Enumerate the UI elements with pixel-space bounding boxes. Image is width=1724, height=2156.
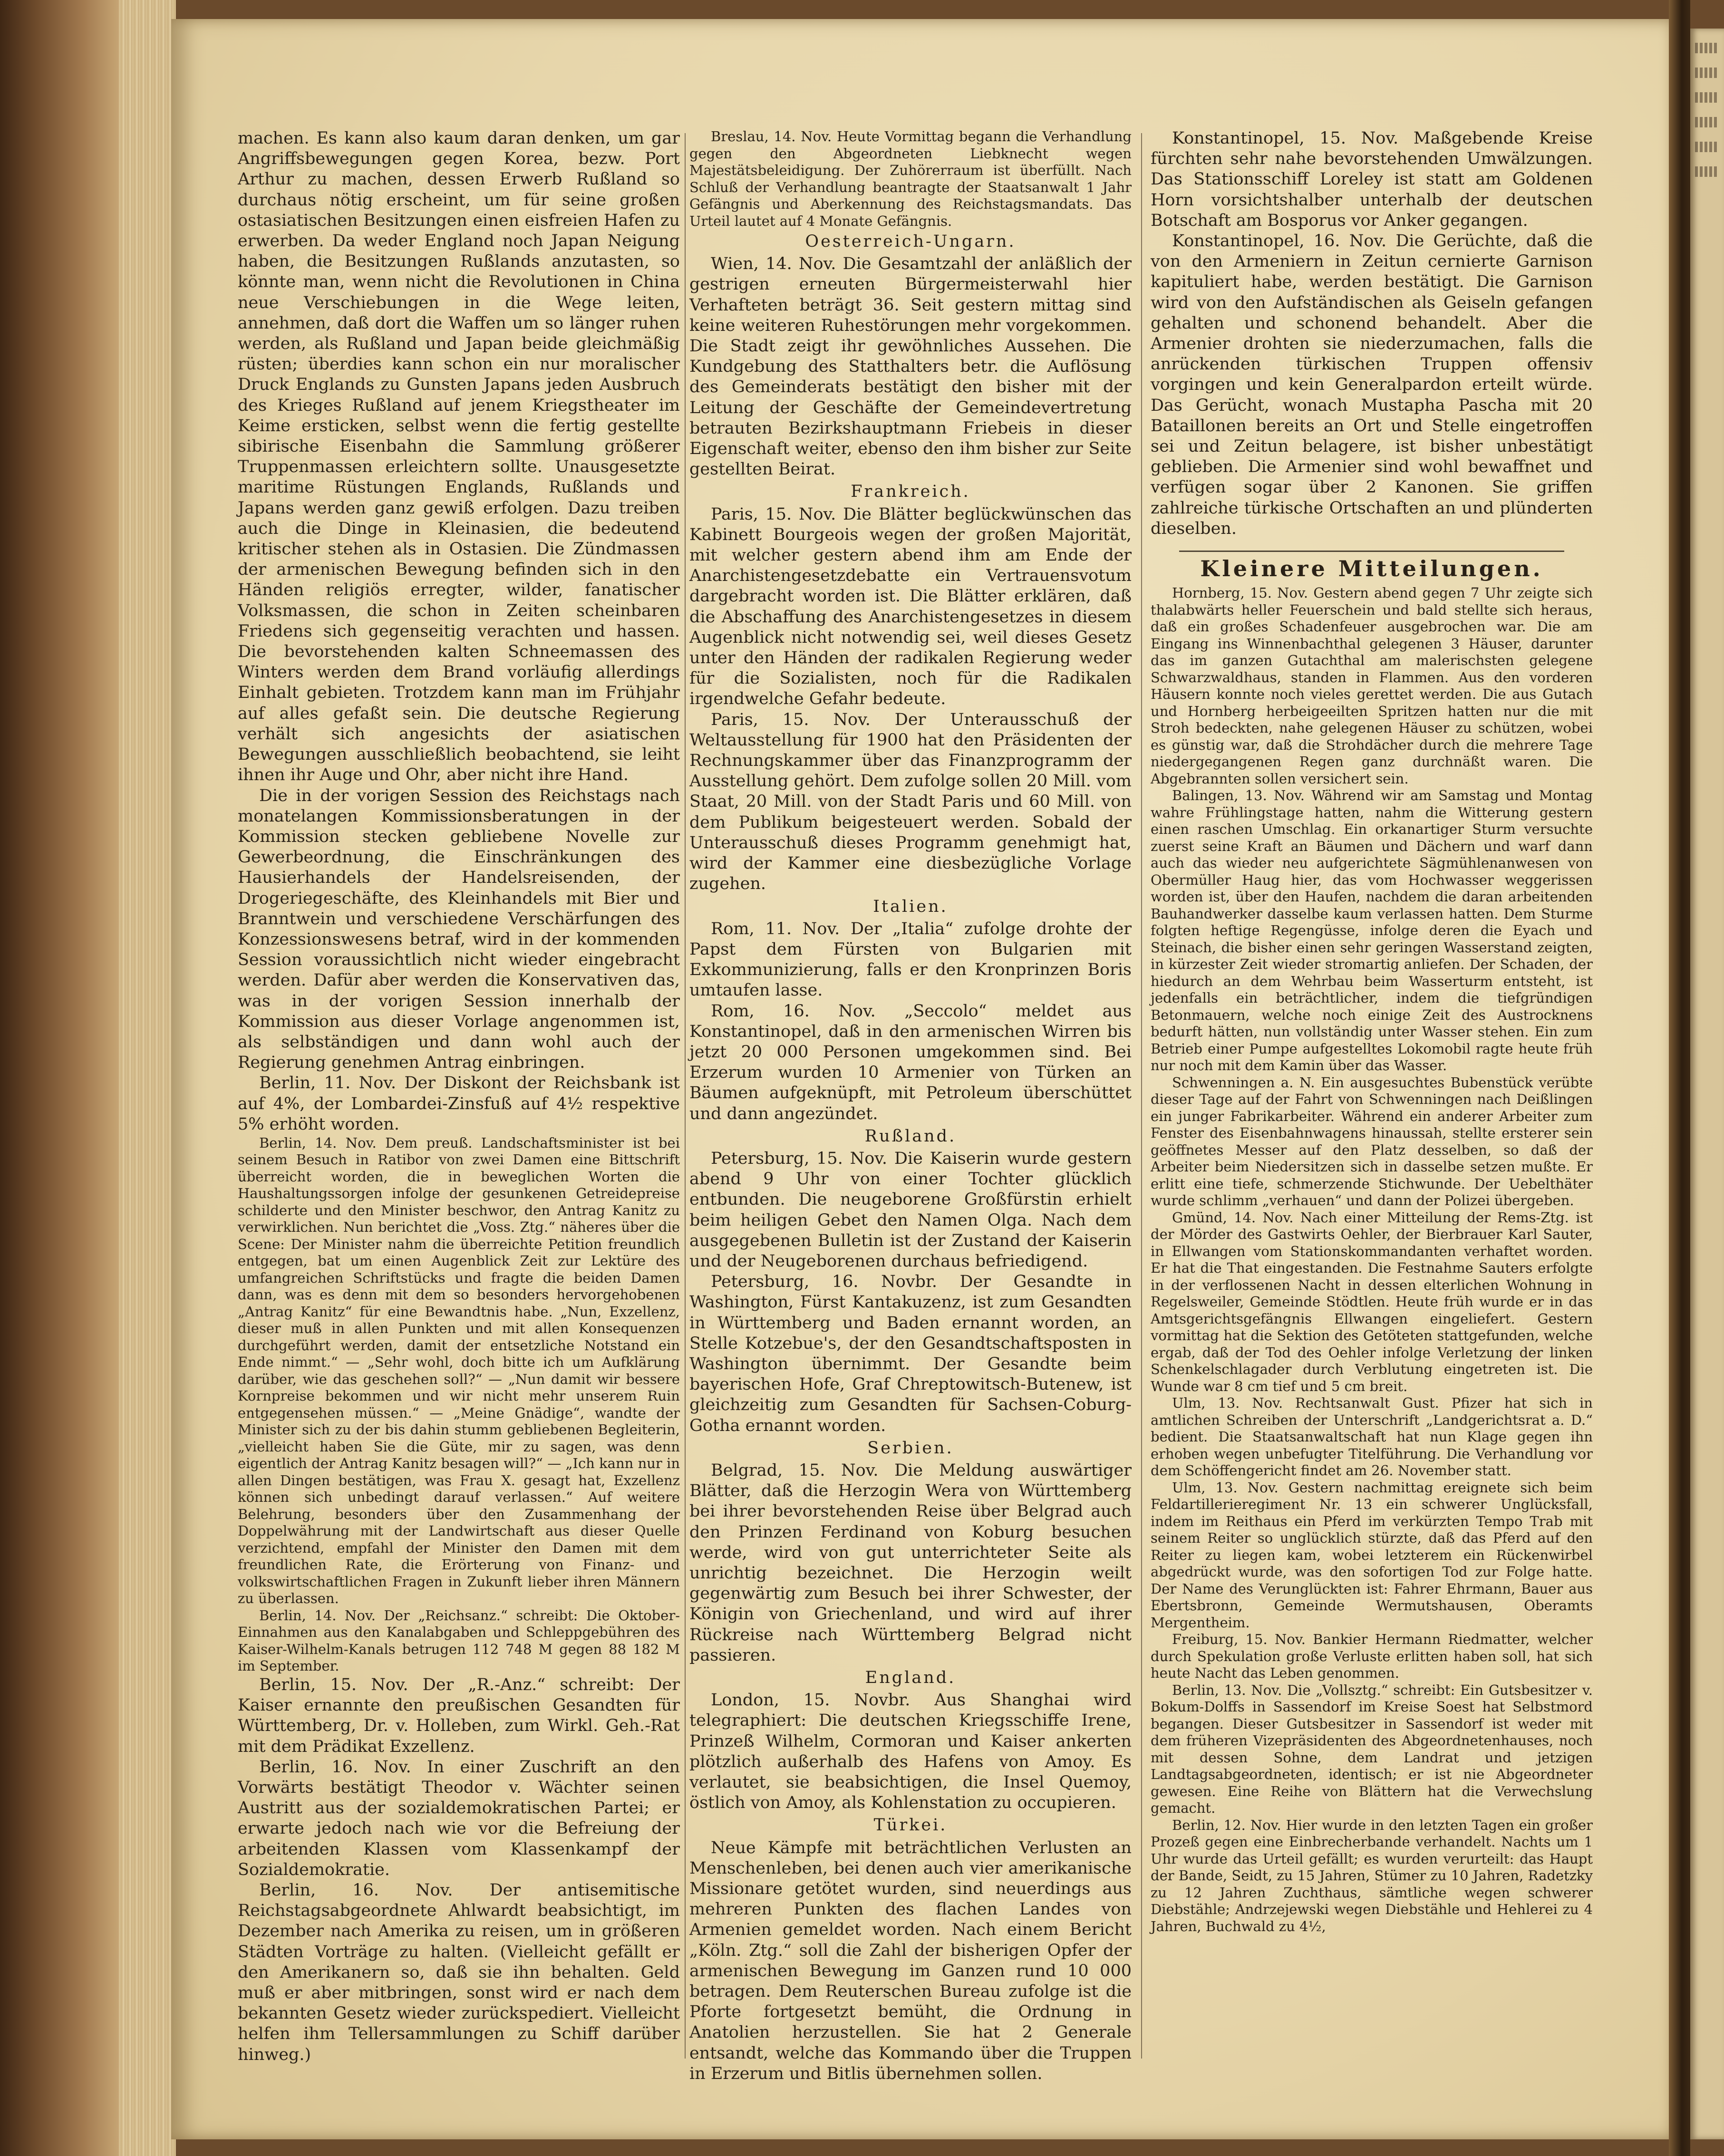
news-item: Berlin, 16. Nov. In einer Zuschrift an den Vorwärts bestätigt Theodor v. Wächter seinen Austritt aus der sozialdemokratischen Partei; er erwarte jedoch nach wie vor die Befreiung der arbeitenden Klassen vom Klassenkampf der Sozialdemokratie. xyxy=(238,1757,680,1879)
news-item: Konstantinopel, 15. Nov. Maßgebende Kreise fürchten sehr nahe bevorstehenden Umwälzungen. Das Stationsschiff Loreley ist statt am Goldenen Horn vorsichtshalber unterhalb der deutschen Botschaft am Bosporus vor Anker gegangen. xyxy=(1151,129,1593,230)
news-item: Berlin, 12. Nov. Hier wurde in den letzten Tagen ein großer Prozeß gegen eine Einbrecherbande verhandelt. Nachts um 1 Uhr wurde das Urteil gefällt; es wurden verurteilt: das Haupt der Bande, Seidt, zu 15 Jahren, Stümer zu 10 Jahren, Radetzky zu 12 Jahren Zuchthaus, sämtliche wegen schwerer Diebstähle; Andrzejewski wegen Diebstähle und Hehlerei zu 4 Jahren, Buchwald zu 4½, xyxy=(1151,1817,1593,1934)
news-item: Konstantinopel, 16. Nov. Die Gerüchte, daß die von den Armeniern in Zeitun cernierte Garnison kapituliert habe, werden bestätigt. Die Garnison wird von den Aufständischen als Geiseln gefangen gehalten und schonend behandelt. Aber die Armenier drohten sie niederzumachen, falls die anrückenden türkischen Truppen offensiv vorgingen und kein Generalpardon erteilt würde. Das Gerücht, wonach Mustapha Pascha mit 20 Bataillonen bereits an Ort und Stelle eingetroffen sei und Zeitun belagere, ist bisher unbestätigt geblieben. Die Armenier sind wohl bewaffnet und verfügen sogar über 2 Kanonen. Sie griffen zahlreiche türkische Ortschaften an und plünderten dieselben. xyxy=(1151,232,1593,538)
column-right xyxy=(1151,128,1593,1935)
news-item: Paris, 15. Nov. Die Blätter beglückwünschen das Kabinett Bourgeois wegen der großen Majorität, mit welcher gestern abend ihm am Ende der Anarchistengesetzdebatte ein Vertrauensvotum dargebracht worden ist. Die Blätter erklären, daß die Abschaffung des Anarchistengesetzes in diesem Augenblick nicht notwendig sei, weil dieses Gesetz unter den Händen der radikalen Regierung weder für die Sozialisten, noch für die Radikalen irgendwelche Gefahr bedeute. xyxy=(689,504,1132,709)
binding-gutter xyxy=(1669,0,1690,2156)
news-item: Petersburg, 15. Nov. Die Kaiserin wurde gestern abend 9 Uhr von einer Tochter glücklich entbunden. Die neugeborene Großfürstin erhielt beim heiligen Gebet den Namen Olga. Nach dem ausgegebenen Bulletin ist der Zustand der Kaiserin und der Neugeborenen durchaus befriedigend. xyxy=(689,1149,1132,1271)
news-item: Hornberg, 15. Nov. Gestern abend gegen 7 Uhr zeigte sich thalabwärts heller Feuerschein und bald stellte sich heraus, daß ein großes Schadenfeuer ausgebrochen war. Die am Eingang ins Winnenbachthal gelegenen 3 Häuser, darunter das im ganzen Gutachthal am malerischsten gelegene Schwarzwaldhaus, standen in Flammen. Aus den vorderen Häusern konnte noch vieles gerettet werden. Die aus Gutach und Hornberg herbeigeeilten Spritzen hatten nur die mit Stroh bedeckten, nahe gelegenen Häuser zu schützen, wobei es günstig war, daß die Strohdächer durch die mehrere Tage niedergegangenen Regen ganz durchnäßt waren. Die Abgebrannten sollen versichert sein. xyxy=(1151,585,1593,787)
page-edge-stack xyxy=(119,0,176,2156)
section-divider xyxy=(1179,551,1564,552)
news-item: Belgrad, 15. Nov. Die Meldung auswärtiger Blätter, daß die Herzogin Wera von Württemberg bei ihrer bevorstehenden Reise über Belgrad auch den Prinzen Ferdinand von Koburg besuchen werde, wird von gut unterrichteter Seite als unrichtig bezeichnet. Die Herzogin weilt gegenwärtig zum Besuch bei ihrer Schwester, der Königin von Griechenland, und wird auf ihrer Rückreise nach Württemberg Belgrad nicht passieren. xyxy=(689,1460,1132,1665)
news-item: Rom, 11. Nov. Der „Italia“ zufolge drohte der Papst dem Fürsten von Bulgarien mit Exkommunizierung, falls er den Kronprinzen Boris umtaufen lasse. xyxy=(689,919,1132,1000)
country-heading: Italien. xyxy=(873,897,948,916)
newspaper-page xyxy=(171,19,1674,2139)
country-heading: Serbien. xyxy=(867,1438,954,1458)
news-item: Ulm, 13. Nov. Gestern nachmittag ereignete sich beim Feldartillerieregiment Nr. 13 ein schwerer Unglücksfall, indem im Reithaus ein Pferd im verkürzten Tempo Trab mit seinem Reiter so unglücklich stürzte, daß das Pferd auf den Reiter zu liegen kam, wobei letzterem ein Rückenwirbel abgedrückt wurde, was den sofortigen Tod zur Folge hatte. Der Name des Verunglückten ist: Fahrer Ehrmann, Bauer aus Ebertsbronn, Gemeinde Wermutshausen, Oberamts Mergentheim. xyxy=(1151,1479,1593,1631)
news-item: machen. Es kann also kaum daran denken, um gar Angriffsbewegungen gegen Korea, bezw. Port Arthur zu machen, dessen Erwerb Rußland so durchaus nötig erscheint, um für seine großen ostasiatischen Besitzungen einen eisfreien Hafen zu erwerben. Da weder England noch Japan Neigung haben, die Besitzungen Rußlands anzutasten, so könnte man, wenn nicht die Revolutionen in China neue Verschiebungen in die Wege leiten, annehmen, daß dort die Waffen um so länger ruhen werden, als Rußland und Japan beide gleichmäßig rüsten; überdies kann schon ein nur moralischer Druck Englands zu Gunsten Japans jeden Ausbruch des Krieges Rußland auf jenem Kriegstheater im Keime ersticken, selbst wenn die fertig gestellte sibirische Eisenbahn die Sammlung größerer Truppenmassen erleichtern sollte. Unausgesetzte maritime Rüstungen Englands, Rußlands und Japans werden ganz gewiß erfolgen. Dazu treiben auch die Dinge in Kleinasien, die bedeutend kritischer stehen als in Ostasien. Die Zündmassen der armenischen Bewegung befinden sich in den Händen religiös erregter, wilder, fanatischer Volksmassen, die schon in Zeiten scheinbaren Friedens sich gegenseitig verachten und hassen. Die bevorstehenden kalten Schneemassen des Winters werden dem Brand vorläufig allerdings Einhalt gebieten. Trotzdem kann man im Frühjahr auf alles gefaßt sein. Die deutsche Regierung verhält sich angesichts der asiatischen Bewegungen ausschließlich beobachtend, sie leiht ihnen ihr Auge und Ohr, aber nicht ihre Hand. xyxy=(238,129,680,785)
news-item: Neue Kämpfe mit beträchtlichen Verlusten an Menschenleben, bei denen auch vier amerikanische Missionare getötet wurden, sind neuerdings aus mehreren Punkten des flachen Landes von Armenien gemeldet worden. Nach einem Bericht „Köln. Ztg.“ soll die Zahl der bisherigen Opfer der armenischen Bewegung im Ganzen rund 10 000 betragen. Dem Reuterschen Bureau zufolge ist die Pforte fortgesetzt bemüht, die Ordnung in Anatolien herzustellen. Sie hat 2 Generale entsandt, welche das Kommando über die Truppen in Erzerum und Bitlis übernehmen sollen. xyxy=(689,1838,1132,2083)
news-item: Petersburg, 16. Novbr. Der Gesandte in Washington, Fürst Kantakuzenz, ist zum Gesandten in Württemberg und Baden ernannt worden, an Stelle Kotzebue's, der den Gesandtschaftsposten in Washington übernimmt. Der Gesandte beim bayerischen Hofe, Graf Chreptowitsch-Butenew, ist gleichzeitig zum Gesandten für Sachsen-Coburg-Gotha ernannt worden. xyxy=(689,1272,1132,1435)
section-title: Kleinere Mitteilungen. xyxy=(1200,556,1543,582)
news-item: Berlin, 16. Nov. Der antisemitische Reichstagsabgeordnete Ahlwardt beabsichtigt, im Dezember nach Amerika zu reisen, um in größeren Städten Vorträge zu halten. (Vielleicht gefällt er den Amerikanern so, daß sie ihn behalten. Geld muß er aber mitbringen, sonst wird er nach dem bekannten Gesetz wieder zurückspediert. Vielleicht helfen ihm Tellersammlungen zu Schiff darüber hinweg.) xyxy=(238,1880,680,2064)
news-item: Berlin, 15. Nov. Der „R.-Anz.“ schreibt: Der Kaiser ernannte den preußischen Gesandten für Württemberg, Dr. v. Holleben, zum Wirkl. Geh.-Rat mit dem Prädikat Exzellenz. xyxy=(238,1675,680,1756)
book-spine xyxy=(0,0,119,2156)
news-item: London, 15. Novbr. Aus Shanghai wird telegraphiert: Die deutschen Kriegsschiffe Irene, Prinzeß Wilhelm, Cormoran und Kaiser ankerten plötzlich außerhalb des Hafens von Amoy. Es verlautet, sie beabsichtigen, die Insel Quemoy, östlich von Amoy, als Kohlenstation zu occupieren. xyxy=(689,1691,1132,1813)
news-item: Breslau, 14. Nov. Heute Vormittag begann die Verhandlung gegen den Abgeordneten Liebknecht wegen Majestätsbeleidigung. Der Zuhörerraum ist überfüllt. Nach Schluß der Verhandlung beantragte der Staatsanwalt 1 Jahr Gefängnis und Aberkennung des Reichstagsmandats. Das Urteil lautet auf 4 Monate Gefängnis. xyxy=(689,128,1132,229)
news-item: Paris, 15. Nov. Der Unterausschuß der Weltausstellung für 1900 hat den Präsidenten der Rechnungskammer über das Finanzprogramm der Ausstellung gehört. Dem zufolge sollen 20 Mill. vom Staat, 20 Mill. von der Stadt Paris und 60 Mill. von dem Publikum beigesteuert werden. Sobald der Unterausschuß dieses Programm genehmigt hat, wird der Kammer eine diesbezügliche Vorlage zugehen. xyxy=(689,710,1132,894)
news-item: Berlin, 14. Nov. Der „Reichsanz.“ schreibt: Die Oktober-Einnahmen aus den Kanalabgaben und Schleppgebühren des Kaiser-Wilhelm-Kanals betrugen 112 748 M gegen 88 182 M im September. xyxy=(238,1607,680,1674)
news-item: Wien, 14. Nov. Die Gesamtzahl der anläßlich der gestrigen erneuten Bürgermeisterwahl hier Verhafteten beträgt 36. Seit gestern mittag sind keine weiteren Ruhestörungen mehr vorgekommen. Die Stadt zeigt ihr gewöhnliches Aussehen. Die Kundgebung des Statthalters betr. die Auflösung des Gemeinderats bestätigt den bisher mit der Leitung der Geschäfte der Gemeindevertretung betrauten Bezirkshauptmann Friebeis in dieser Eigenschaft weiter, ebenso den ihm bisher zur Seite gestellten Beirat. xyxy=(689,254,1132,479)
news-item: Die in der vorigen Session des Reichstags nach monatelangen Kommissionsberatungen in der Kommission stecken gebliebene Novelle zur Gewerbeordnung, die Einschränkungen des Hausierhandels der Handelsreisenden, der Drogeriegeschäfte, des Kleinhandels mit Bier und Branntwein und verschiedene Verschärfungen des Konzessionswesens betraf, wird in der kommenden Session voraussichtlich nicht wieder eingebracht werden. Dafür aber werden die Konservativen das, was in der vorigen Session innerhalb der Kommission aus dieser Vorlage angenommen ist, als selbständigen und dann wohl auch der Regierung genehmen Antrag einbringen. xyxy=(238,786,680,1073)
news-item: Rom, 16. Nov. „Seccolo“ meldet aus Konstantinopel, daß in den armenischen Wirren bis jetzt 20 000 Personen umgekommen sind. Bei Erzerum wurden 10 Armenier von Türken an Bäumen aufgeknüpft, mit Petroleum überschüttet und dann angezündet. xyxy=(689,1001,1132,1123)
country-heading: Türkei. xyxy=(873,1816,948,1835)
facing-page-edge xyxy=(1690,29,1724,2139)
column-rule xyxy=(1141,133,1142,2059)
news-item: Berlin, 14. Nov. Dem preuß. Landschaftsminister ist bei seinem Besuch in Ratibor von zwei Damen eine Bittschrift überreicht worden, die in beweglichen Worten die Haushaltungssorgen infolge der gesunkenen Getreidepreise schilderte und den Minister beschwor, den Antrag Kanitz zu verwirklichen. Nun berichtet die „Voss. Ztg.“ näheres über die Scene: Der Minister nahm die überreichte Petition freundlich entgegen, bat um einen Augenblick Zeit zur Lektüre des umfangreichen Schriftstücks und fragte die beiden Damen dann, was es denn mit dem so besonders hervorgehobenen „Antrag Kanitz“ für eine Bewandtnis habe. „Nun, Exzellenz, dieser muß in allen Punkten und mit allen Konsequenzen durchgeführt werden, damit der entsetzliche Notstand ein Ende nimmt.“ — „Sehr wohl, doch bitte ich um Aufklärung darüber, wie das geschehen soll?“ — „Nun damit wir bessere Kornpreise bekommen und wir nicht mehr unserem Ruin entgegensehen müssen.“ — „Meine Gnädige“, wandte der Minister sich zu der bis dahin stumm gebliebenen Begleiterin, „vielleicht haben Sie die Güte, mir zu sagen, was denn eigentlich der Antrag Kanitz besagen will?“ — „Ich kann nur in allen Dingen bestätigen, was Frau X. gesagt hat, Exzellenz können sich unbedingt darauf verlassen.“ Auf weitere Belehrung, besonders über den Zusammenhang der Doppelwährung mit der Landwirtschaft aus dieser Quelle verzichtend, empfahl der Minister den Damen mit dem freundlichen Rate, die Erörterung von Finanz- und volkswirtschaftlichen Fragen in Zukunft lieber ihren Männern zu überlassen. xyxy=(238,1134,680,1607)
news-item: Schwenningen a. N. Ein ausgesuchtes Bubenstück verübte dieser Tage auf der Fahrt von Schwenningen nach Deißlingen ein junger Fabrikarbeiter. Während ein anderer Arbeiter zum Fenster des Eisenbahnwagens hinaussah, stellte ersterer sein geöffnetes Messer auf den Platz desselben, so daß der Arbeiter beim Niedersitzen sich in dasselbe setzen mußte. Er erlitt eine tiefe, schmerzende Stichwunde. Der Uebelthäter wurde schlimm „verhauen“ und dann der Polizei übergeben. xyxy=(1151,1074,1593,1209)
country-heading: Oesterreich-Ungarn. xyxy=(805,232,1016,251)
country-heading: Rußland. xyxy=(864,1126,957,1146)
news-item: Freiburg, 15. Nov. Bankier Hermann Riedmatter, welcher durch Spekulation große Verluste erlitten haben soll, hat sich heute Nacht das Leben genommen. xyxy=(1151,1631,1593,1682)
news-item: Balingen, 13. Nov. Während wir am Samstag und Montag wahre Frühlingstage hatten, nahm die Witterung gestern einen raschen Umschlag. Ein orkanartiger Sturm versuchte zuerst seine Kraft an Bäumen und Dächern und warf dann auch das wieder neu aufgerichtete Sägmühlenanwesen von Obermüller Haug hier, das vom Hochwasser weggerissen worden ist, über den Haufen, nachdem die daran arbeitenden Bauhandwerker dasselbe kaum verlassen hatten. Dem Sturme folgten heftige Regengüsse, infolge deren die Eyach und Steinach, die bisher einen sehr geringen Wasserstand zeigten, in kürzester Zeit wieder stromartig anliefen. Der Schaden, der hiedurch an dem Wehrbau beim Wasserturm entsteht, ist jedenfalls ein beträchtlicher, indem die tiefgründigen Betonmauern, welche noch einige Zeit des Austrocknens bedurft hätten, nun vollständig unter Wasser stehen. Ein zum Betrieb einer Pumpe aufgestelltes Lokomobil ragte heute früh nur noch mit dem Kamin über das Wasser. xyxy=(1151,787,1593,1074)
news-item: Berlin, 11. Nov. Der Diskont der Reichsbank ist auf 4%, der Lombardei-Zinsfuß auf 4½ respektive 5% erhöht worden. xyxy=(238,1073,680,1134)
column-middle xyxy=(689,128,1132,2084)
news-item: Gmünd, 14. Nov. Nach einer Mitteilung der Rems-Ztg. ist der Mörder des Gastwirts Oehler, der Bierbrauer Karl Sauter, in Ellwangen vom Stationskommandanten verhaftet worden. Er hat die That eingestanden. Die Festnahme Sauters erfolgte in der verflossenen Nacht in dessen elterlichen Wohnung in Regelsweiler, Gemeinde Stödtlen. Heute früh wurde er in das Amtsgerichtsgefängnis Ellwangen eingeliefert. Gestern vormittag hat die Sektion des Getöteten stattgefunden, welche ergab, daß der Tod des Oehler infolge Verletzung der linken Schenkelschlagader durch Verblutung eingetreten ist. Die Wunde war 8 cm tief und 5 cm breit. xyxy=(1151,1209,1593,1394)
column-rule xyxy=(685,133,686,2059)
column-left xyxy=(238,128,680,2065)
news-item: Ulm, 13. Nov. Rechtsanwalt Gust. Pfizer hat sich in amtlichen Schreiben der Unterschrift „Landgerichtsrat a. D.“ bedient. Die Staatsanwaltschaft hat nun Klage gegen ihn erhoben wegen unbefugter Titelführung. Die Verhandlung vor dem Schöffengericht findet am 26. November statt. xyxy=(1151,1395,1593,1479)
country-heading: England. xyxy=(865,1668,956,1688)
news-item: Berlin, 13. Nov. Die „Vollsztg.“ schreibt: Ein Gutsbesitzer v. Bokum-Dolffs in Sassendorf im Kreise Soest hat Selbstmord begangen. Dieser Gutsbesitzer in Sassendorf ist weder mit dem früheren Vizepräsidenten des Abgeordnetenhauses, noch mit dessen Sohne, dem Landrat und jetzigen Landtagsabgeordneten, identisch; er ist nie Abgeordneter gewesen. Eine Reihe von Blättern hat die Verwechslung gemacht. xyxy=(1151,1682,1593,1817)
country-heading: Frankreich. xyxy=(851,482,970,502)
